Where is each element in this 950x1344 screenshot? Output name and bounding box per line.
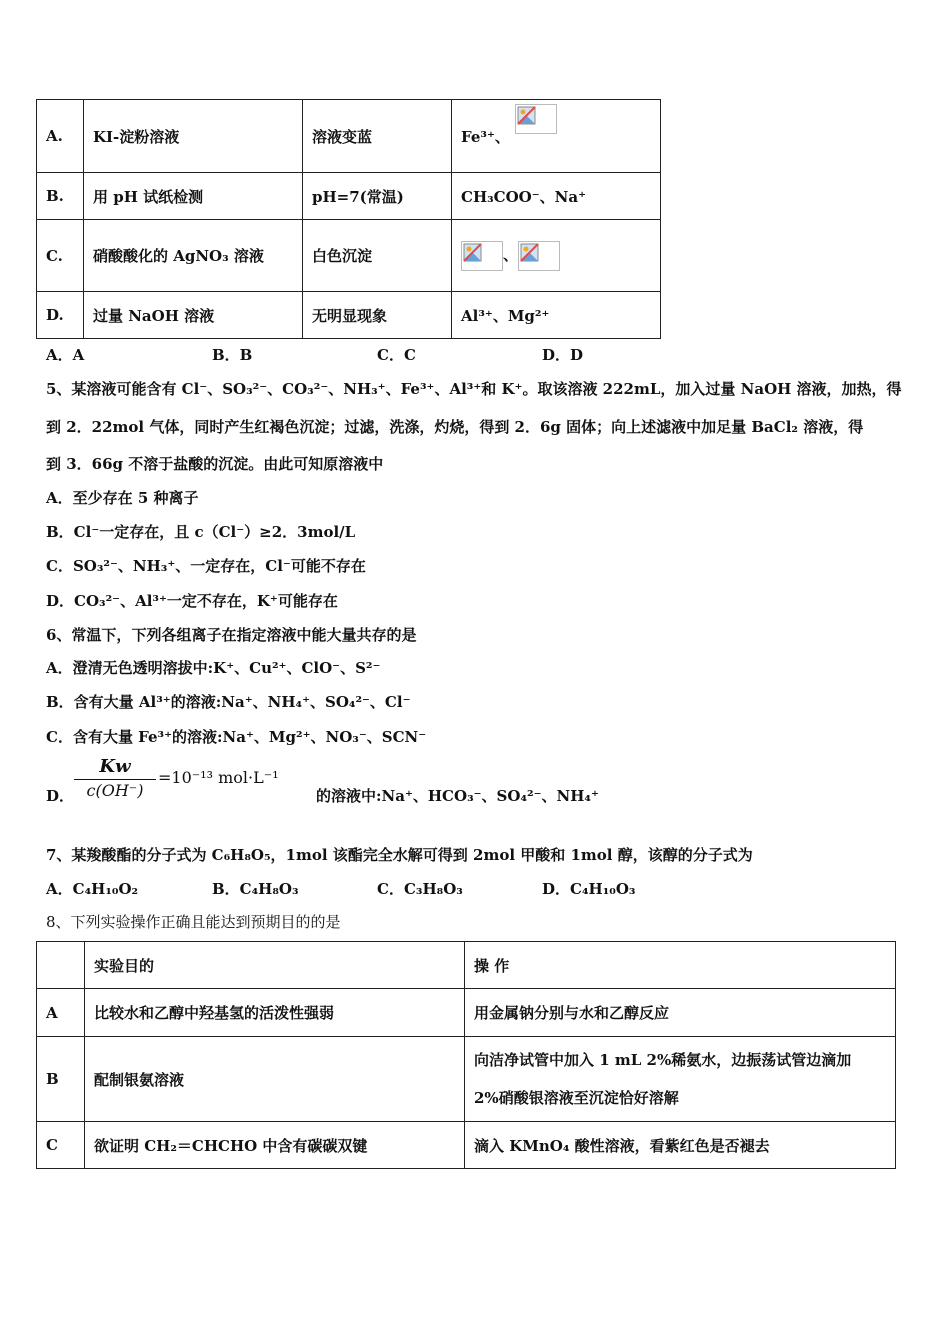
row-label: C. bbox=[37, 220, 84, 292]
q7-option-c: C．C₃H₈O₃ bbox=[377, 880, 463, 898]
header-label bbox=[37, 942, 85, 989]
fraction-bar bbox=[74, 779, 156, 780]
broken-image-icon bbox=[461, 241, 503, 271]
q5-option-d: D．CO₃²⁻、Al³⁺一定不存在，K⁺可能存在 bbox=[46, 592, 338, 610]
table-header-row bbox=[37, 942, 896, 989]
q6-option-b: B．含有大量 Al³⁺的溶液:Na⁺、NH₄⁺、SO₄²⁻、Cl⁻ bbox=[46, 693, 411, 711]
table-row bbox=[37, 989, 896, 1037]
q5-option-c: C．SO₃²⁻、NH₃⁺、一定存在，Cl⁻可能不存在 bbox=[46, 557, 366, 575]
q5-option-a: A．至少存在 5 种离子 bbox=[46, 489, 199, 507]
q6-stem: 6、常温下，下列各组离子在指定溶液中能大量共存的是 bbox=[46, 626, 417, 644]
operation-cell bbox=[465, 1037, 896, 1122]
q5-option-b: B．Cl⁻一定存在，且 c（Cl⁻）≥2．3mol/L bbox=[46, 523, 356, 541]
purpose-cell: 欲证明 CH₂＝CHCHO 中含有碳碳双键 bbox=[85, 1122, 465, 1169]
ions-cell: Al³⁺、Mg²⁺ bbox=[452, 292, 661, 339]
row-label: A bbox=[37, 989, 85, 1037]
row-label: D. bbox=[37, 292, 84, 339]
q7-option-d: D．C₄H₁₀O₃ bbox=[542, 880, 636, 898]
ions-cell bbox=[452, 100, 661, 173]
operation-cell: 用金属钠分别与水和乙醇反应 bbox=[465, 989, 896, 1037]
ions-cell bbox=[452, 220, 661, 292]
table-row bbox=[37, 100, 661, 173]
q6-option-c: C．含有大量 Fe³⁺的溶液:Na⁺、Mg²⁺、NO₃⁻、SCN⁻ bbox=[46, 728, 427, 746]
purpose-cell: 比较水和乙醇中羟基氢的活泼性强弱 bbox=[85, 989, 465, 1037]
q6-option-d-label: D． bbox=[46, 787, 75, 805]
phenomenon-cell: pH=7(常温) bbox=[303, 173, 452, 220]
header-purpose: 实验目的 bbox=[85, 942, 465, 989]
reagent-cell: 用 pH 试纸检测 bbox=[84, 173, 303, 220]
table-row bbox=[37, 1122, 896, 1169]
row-label: B. bbox=[37, 173, 84, 220]
table-row bbox=[37, 220, 661, 292]
q7-stem: 7、某羧酸酯的分子式为 C₆H₈O₅，1mol 该酯完全水解可得到 2mol 甲酸和 1mol 醇，该醇的分子式为 bbox=[46, 846, 753, 864]
q6-option-a: A．澄清无色透明溶拔中:K⁺、Cu²⁺、ClO⁻、S²⁻ bbox=[46, 659, 381, 677]
q4-option-d: D．D bbox=[542, 346, 584, 364]
q5-stem-line2: 到 2．22mol 气体，同时产生红褐色沉淀；过滤，洗涤，灼烧，得到 2．6g 固体；向上述滤液中加足量 BaCl₂ 溶液，得 bbox=[46, 418, 864, 436]
reagent-cell: 硝酸酸化的 AgNO₃ 溶液 bbox=[84, 220, 303, 292]
table-row bbox=[37, 1037, 896, 1122]
purpose-cell: 配制银氨溶液 bbox=[85, 1037, 465, 1122]
q4-option-c: C．C bbox=[377, 346, 416, 364]
q5-stem-line1: 5、某溶液可能含有 Cl⁻、SO₃²⁻、CO₃²⁻、NH₃⁺、Fe³⁺、Al³⁺和 K⁺。取该溶液 222mL，加入过量 NaOH 溶液，加热，得 bbox=[46, 380, 902, 398]
broken-image-icon bbox=[515, 104, 557, 134]
formula-rhs: =10⁻¹³ mol·L⁻¹ bbox=[158, 768, 279, 787]
fraction-denominator: c(OH⁻) bbox=[86, 781, 144, 800]
q4-option-b: B．B bbox=[212, 346, 253, 364]
row-label: C bbox=[37, 1122, 85, 1169]
q4-option-a: A．A bbox=[46, 346, 85, 364]
ions-cell: CH₃COO⁻、Na⁺ bbox=[452, 173, 661, 220]
fraction-numerator: Kw bbox=[99, 756, 131, 777]
operation-cell: 滴入 KMnO₄ 酸性溶液，看紫红色是否褪去 bbox=[465, 1122, 896, 1169]
phenomenon-cell: 无明显现象 bbox=[303, 292, 452, 339]
table-row bbox=[37, 292, 661, 339]
reagent-cell: KI-淀粉溶液 bbox=[84, 100, 303, 173]
ion-test-table bbox=[36, 99, 661, 339]
operation-line1: 向洁净试管中加入 1 mL 2%稀氨水，边振荡试管边滴加 bbox=[474, 1051, 852, 1069]
reagent-cell: 过量 NaOH 溶液 bbox=[84, 292, 303, 339]
q8-stem: 8、下列实验操作正确且能达到预期目的的是 bbox=[46, 913, 341, 931]
header-operation: 操 作 bbox=[465, 942, 896, 989]
row-label: A. bbox=[37, 100, 84, 173]
row-label: B bbox=[37, 1037, 85, 1122]
experiment-table bbox=[36, 941, 896, 1169]
q6-option-d-text: 的溶液中:Na⁺、HCO₃⁻、SO₄²⁻、NH₄⁺ bbox=[316, 787, 599, 805]
ions-text: Fe³⁺、 bbox=[461, 127, 510, 146]
q7-option-b: B．C₄H₈O₃ bbox=[212, 880, 299, 898]
q7-option-a: A．C₄H₁₀O₂ bbox=[46, 880, 139, 898]
table-row bbox=[37, 173, 661, 220]
broken-image-icon bbox=[518, 241, 560, 271]
phenomenon-cell: 白色沉淀 bbox=[303, 220, 452, 292]
ions-text: 、 bbox=[503, 245, 519, 264]
q5-stem-line3: 到 3．66g 不溶于盐酸的沉淀。由此可知原溶液中 bbox=[46, 455, 384, 473]
operation-line2: 2%硝酸银溶液至沉淀恰好溶解 bbox=[474, 1089, 679, 1107]
phenomenon-cell: 溶液变蓝 bbox=[303, 100, 452, 173]
